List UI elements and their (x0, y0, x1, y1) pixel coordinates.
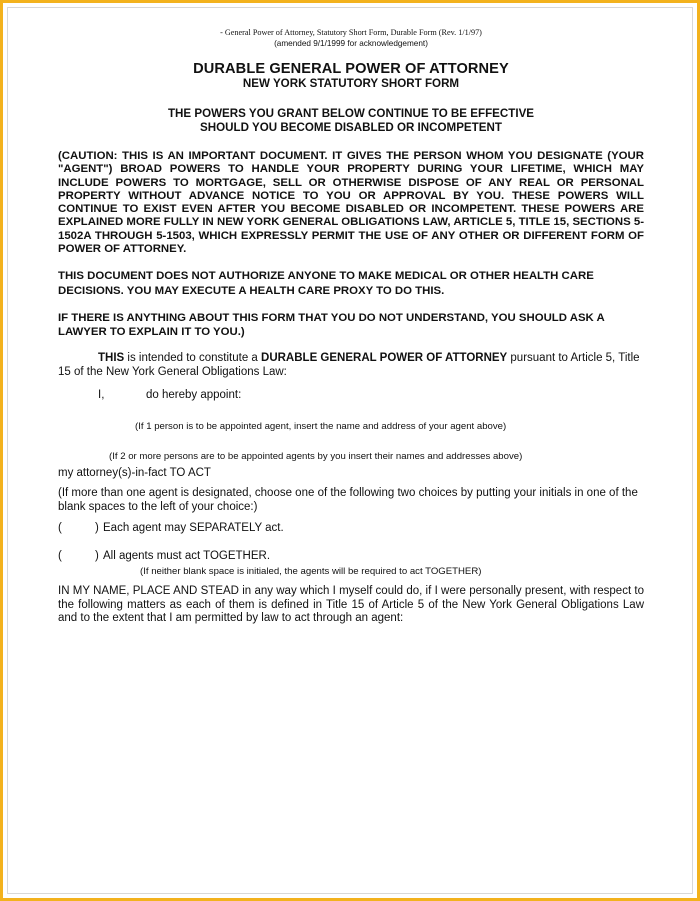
caution-paragraph: (CAUTION: THIS IS AN IMPORTANT DOCUMENT. IT GIVES THE PERSON WHOM YOU DESIGNATE (YOUR "AGENT") BROAD POWERS TO HANDLE YOUR PROPERTY DURING YOUR LIFETIME, WHICH MAY INCLUDE POWERS TO MORTGAGE, SELL OR OTHERWISE DISPOSE OF ANY REAL OR PERSONAL PROPERTY WITHOUT ADVANCE NOTICE TO YOU OR APPROVAL BY YOU. THESE POWERS WILL CONTINUE TO EXIST EVEN AFTER YOU BECOME DISABLED OR INCOMPETENT. THESE POWERS ARE EXPLAINED MORE FULLY IN NEW YORK GENERAL OBLIGATIONS LAW, ARTICLE 5, TITLE 15, SECTIONS 5-1502A THROUGH 5-1503, WHICH EXPRESSLY PERMIT THE USE OF ANY OTHER OR DIFFERENT FORM OF POWER OF ATTORNEY. (58, 150, 644, 256)
durable-poa-term: DURABLE GENERAL POWER OF ATTORNEY (261, 352, 508, 365)
intended-text-1: is intended to constitute a (124, 352, 262, 365)
choice-together (58, 550, 644, 564)
initials-blank-close: ) (95, 522, 99, 535)
attorney-in-fact-line: my attorney(s)-in-fact TO ACT (58, 467, 211, 480)
one-agent-instruction: (If 1 person is to be appointed agent, insert the name and address of your agent above) (135, 421, 507, 433)
initials-blank-open: ( (58, 550, 62, 563)
initials-blank-open: ( (58, 522, 62, 535)
powers-notice (58, 107, 644, 135)
appoint-line (58, 389, 644, 403)
appoint-text: do hereby appoint: (146, 389, 242, 402)
amendment-note: (amended 9/1/1999 for acknowledgement) (274, 38, 428, 48)
document-subtitle: NEW YORK STATUTORY SHORT FORM (242, 77, 460, 90)
understand-paragraph: IF THERE IS ANYTHING ABOUT THIS FORM THAT YOU DO NOT UNDERSTAND, YOU SHOULD ASK A LAWYER TO EXPLAIN IT TO YOU.) (58, 311, 605, 338)
powers-notice-line-1: THE POWERS YOU GRANT BELOW CONTINUE TO BE EFFECTIVE (167, 107, 535, 120)
intended-paragraph (58, 352, 644, 379)
powers-notice-line-2: SHOULD YOU BECOME DISABLED OR INCOMPETENT (200, 121, 502, 134)
multiple-agents-instruction: (If 2 or more persons are to be appointed agents by you insert their names and addresses above) (109, 451, 523, 463)
choice-instructions: (If more than one agent is designated, choose one of the following two choices by putting your initials in one of the blank spaces to the left of your choice:) (58, 486, 638, 513)
principal-i-label: I, (98, 389, 105, 402)
choice-separately-label: Each agent may SEPARATELY act. (103, 522, 284, 535)
intended-text-2: pursuant to Article 5, Title 15 of the New York General Obligations Law: (58, 352, 640, 378)
in-my-name-paragraph: IN MY NAME, PLACE AND STEAD in any way which I myself could do, if I were personally present, with respect to the following matters as each of them is defined in Title 15 of Article 5 of the New York General Obligations Law and to the extent that I am permitted by law to act through an agent: (58, 585, 644, 625)
form-revision-note: - General Power of Attorney, Statutory Short Form, Durable Form (Rev. 1/1/97) (220, 28, 482, 37)
choice-separately (58, 522, 644, 536)
choice-together-label: All agents must act TOGETHER. (103, 550, 271, 563)
health-care-paragraph: THIS DOCUMENT DOES NOT AUTHORIZE ANYONE TO MAKE MEDICAL OR OTHER HEALTH CARE DECISIONS. YOU MAY EXECUTE A HEALTH CARE PROXY TO DO THIS. (58, 270, 594, 297)
this-word: THIS (98, 352, 125, 365)
initials-blank-close: ) (95, 550, 99, 563)
neither-initialed-note: (If neither blank space is initialed, the agents will be required to act TOGETHER) (140, 566, 482, 578)
document-page (58, 28, 644, 626)
document-title: DURABLE GENERAL POWER OF ATTORNEY (193, 61, 509, 77)
